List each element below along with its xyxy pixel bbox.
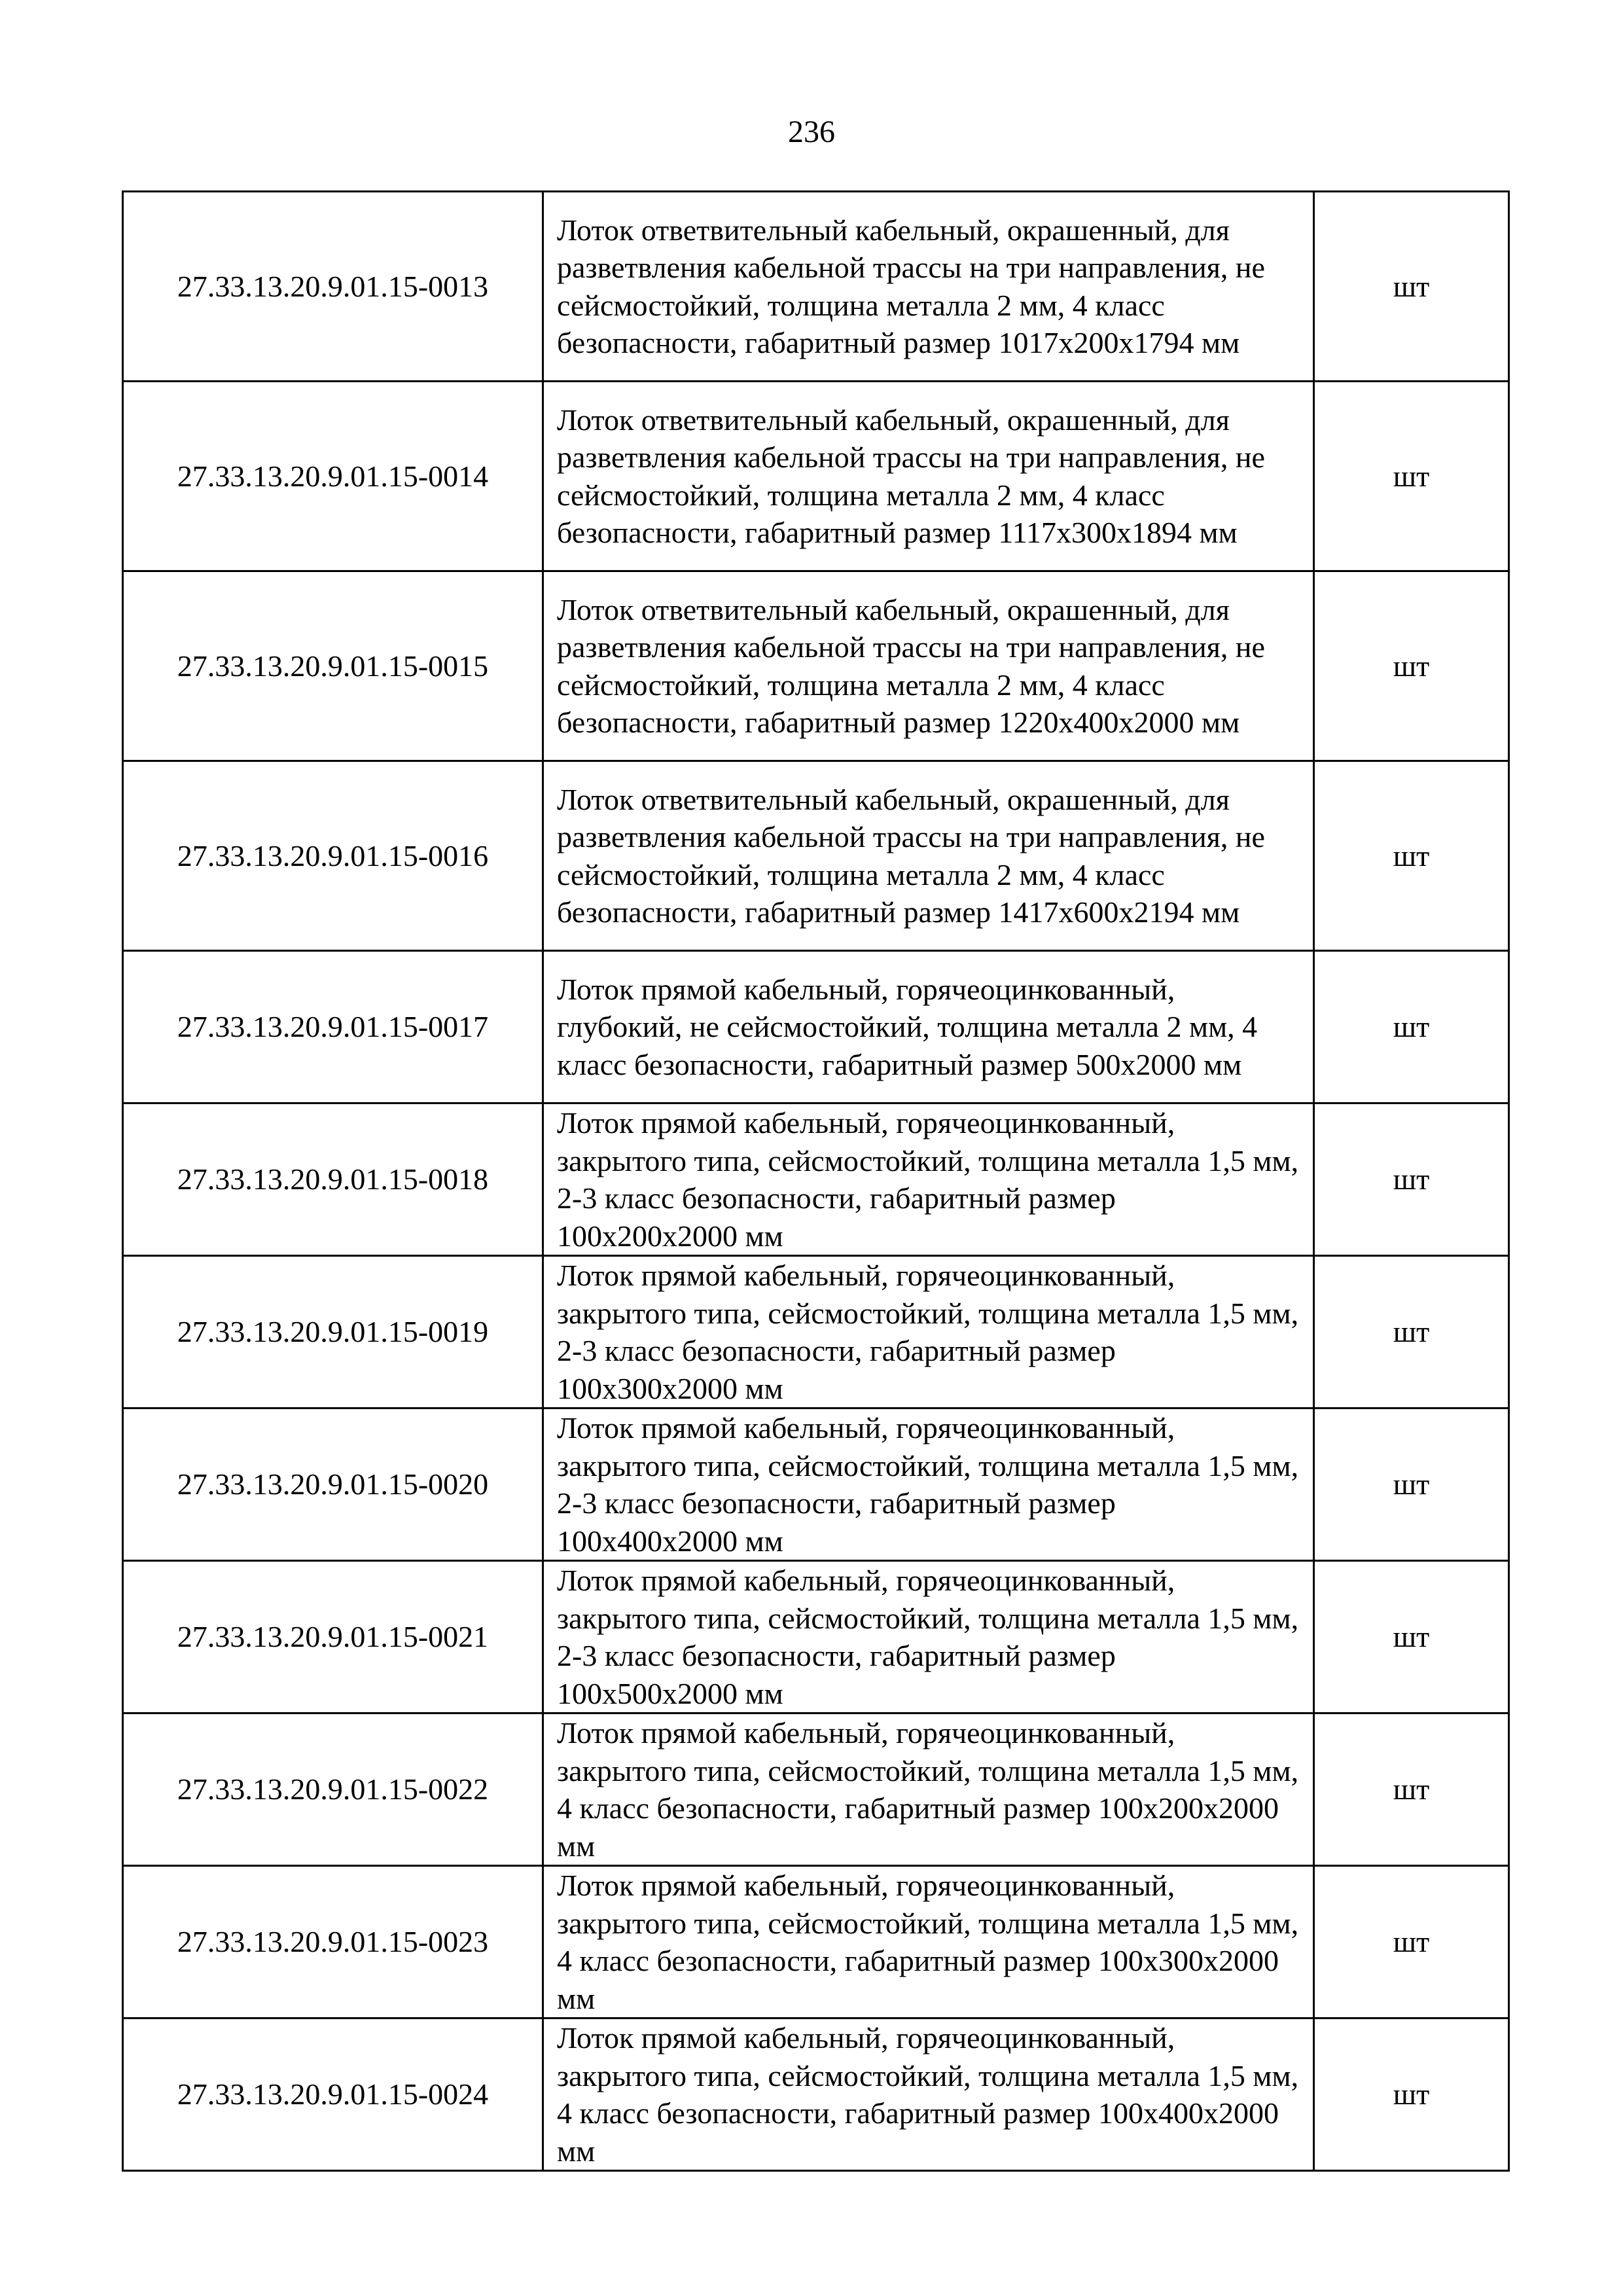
item-unit: шт (1314, 1408, 1509, 1561)
item-code: 27.33.13.20.9.01.15-0016 (123, 761, 543, 951)
item-description: Лоток прямой кабельный, горячеоцинкованный, закрытого типа, сейсмостойкий, толщина металла 1,5 мм, 4 класс безопасности, габаритный размер 100х400х2000 мм (543, 2018, 1314, 2171)
item-code: 27.33.13.20.9.01.15-0019 (123, 1256, 543, 1408)
table-row (123, 1256, 1509, 1408)
item-code: 27.33.13.20.9.01.15-0013 (123, 192, 543, 382)
table-row (123, 1408, 1509, 1561)
item-code: 27.33.13.20.9.01.15-0021 (123, 1561, 543, 1713)
item-code: 27.33.13.20.9.01.15-0014 (123, 382, 543, 571)
page-number: 236 (788, 115, 835, 149)
table-row (123, 1561, 1509, 1713)
item-description: Лоток ответвительный кабельный, окрашенный, для разветвления кабельной трассы на три направления, не сейсмостойкий, толщина металла 2 мм, 4 класс безопасности, габаритный размер 1417х600х2194 мм (543, 761, 1314, 951)
table-row (123, 2018, 1509, 2171)
item-unit: шт (1314, 1103, 1509, 1256)
item-unit: шт (1314, 951, 1509, 1103)
item-code: 27.33.13.20.9.01.15-0018 (123, 1103, 543, 1256)
item-unit: шт (1314, 761, 1509, 951)
table-row (123, 761, 1509, 951)
item-description: Лоток прямой кабельный, горячеоцинкованный, закрытого типа, сейсмостойкий, толщина металла 1,5 мм, 2-3 класс безопасности, габаритный размер 100х500х2000 мм (543, 1561, 1314, 1713)
table-row (123, 571, 1509, 761)
item-unit: шт (1314, 1256, 1509, 1408)
table-row (123, 192, 1509, 382)
table-row (123, 1103, 1509, 1256)
item-code: 27.33.13.20.9.01.15-0015 (123, 571, 543, 761)
item-code: 27.33.13.20.9.01.15-0017 (123, 951, 543, 1103)
item-description: Лоток прямой кабельный, горячеоцинкованный, закрытого типа, сейсмостойкий, толщина металла 1,5 мм, 2-3 класс безопасности, габаритный размер 100х200х2000 мм (543, 1103, 1314, 1256)
item-unit: шт (1314, 2018, 1509, 2171)
table-row (123, 951, 1509, 1103)
item-description: Лоток прямой кабельный, горячеоцинкованный, закрытого типа, сейсмостойкий, толщина металла 1,5 мм, 4 класс безопасности, габаритный размер 100х200х2000 мм (543, 1713, 1314, 1866)
item-description: Лоток прямой кабельный, горячеоцинкованный, закрытого типа, сейсмостойкий, толщина металла 1,5 мм, 2-3 класс безопасности, габаритный размер 100х400х2000 мм (543, 1408, 1314, 1561)
item-unit: шт (1314, 571, 1509, 761)
table-row (123, 1713, 1509, 1866)
item-description: Лоток ответвительный кабельный, окрашенный, для разветвления кабельной трассы на три направления, не сейсмостойкий, толщина металла 2 мм, 4 класс безопасности, габаритный размер 1017х200х1794 мм (543, 192, 1314, 382)
table-row (123, 1866, 1509, 2018)
item-unit: шт (1314, 1866, 1509, 2018)
item-description: Лоток прямой кабельный, горячеоцинкованный, глубокий, не сейсмостойкий, толщина металла 2 мм, 4 класс безопасности, габаритный размер 500х2000 мм (543, 951, 1314, 1103)
item-unit: шт (1314, 382, 1509, 571)
item-unit: шт (1314, 192, 1509, 382)
item-code: 27.33.13.20.9.01.15-0023 (123, 1866, 543, 2018)
item-code: 27.33.13.20.9.01.15-0024 (123, 2018, 543, 2171)
item-description: Лоток ответвительный кабельный, окрашенный, для разветвления кабельной трассы на три направления, не сейсмостойкий, толщина металла 2 мм, 4 класс безопасности, габаритный размер 1220х400х2000 мм (543, 571, 1314, 761)
item-code: 27.33.13.20.9.01.15-0022 (123, 1713, 543, 1866)
table-row (123, 382, 1509, 571)
specification-table (122, 190, 1510, 2172)
item-unit: шт (1314, 1561, 1509, 1713)
item-code: 27.33.13.20.9.01.15-0020 (123, 1408, 543, 1561)
item-description: Лоток прямой кабельный, горячеоцинкованный, закрытого типа, сейсмостойкий, толщина металла 1,5 мм, 4 класс безопасности, габаритный размер 100х300х2000 мм (543, 1866, 1314, 2018)
item-description: Лоток прямой кабельный, горячеоцинкованный, закрытого типа, сейсмостойкий, толщина металла 1,5 мм, 2-3 класс безопасности, габаритный размер 100х300х2000 мм (543, 1256, 1314, 1408)
item-description: Лоток ответвительный кабельный, окрашенный, для разветвления кабельной трассы на три направления, не сейсмостойкий, толщина металла 2 мм, 4 класс безопасности, габаритный размер 1117х300х1894 мм (543, 382, 1314, 571)
item-unit: шт (1314, 1713, 1509, 1866)
